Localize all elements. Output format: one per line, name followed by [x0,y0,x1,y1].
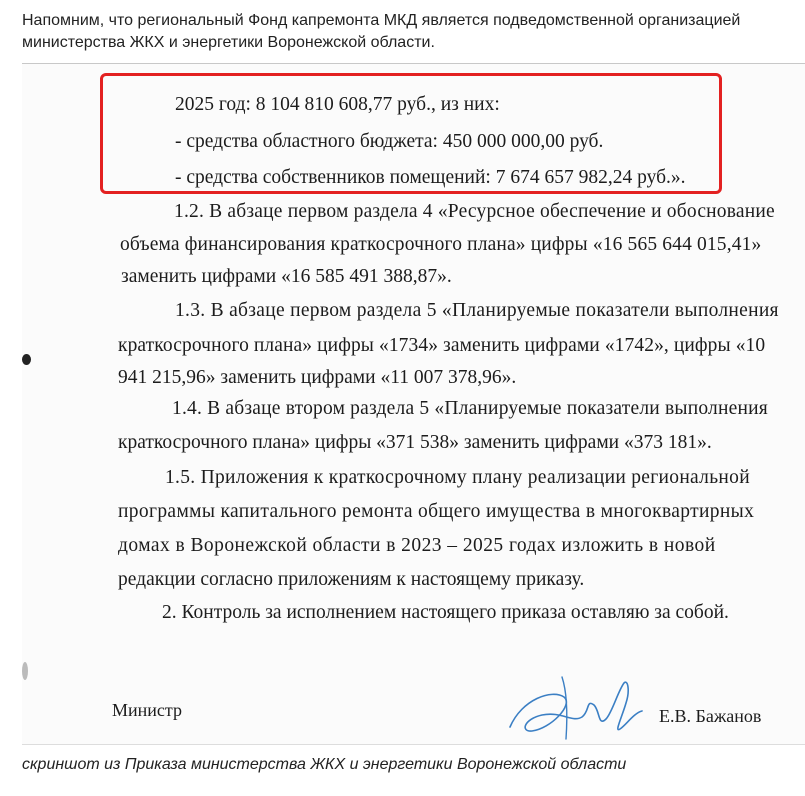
p2-line: 2. Контроль за исполнением настоящего приказа оставляю за собой. [162,602,729,623]
funding-owners: - средства собственников помещений: 7 674 657 982,24 руб.». [175,167,686,188]
image-caption: скриншот из Приказа министерства ЖКХ и энергетики Воронежской области [22,756,627,773]
intro-text [22,10,792,54]
funding-total: 2025 год: 8 104 810 608,77 руб., из них: [175,94,500,115]
p13-line-2: краткосрочного плана» цифры «1734» заменить цифрами «1742», цифры «10 [118,335,766,356]
p15-line-1: 1.5. Приложения к краткосрочному плану реализации региональной [165,467,750,488]
highlight-frame [100,73,722,194]
p12-line-3: заменить цифрами «16 585 491 388,87». [121,266,452,287]
p15-line-2: программы капитального ремонта общего имущества в многоквартирных [118,501,755,522]
intro-line-2: министерства ЖКХ и энергетики Воронежской области. [22,34,435,51]
p13-line-3: 941 215,96» заменить цифрами «11 007 378,96». [118,367,517,388]
p13-line-1: 1.3. В абзаце первом раздела 5 «Планируемые показатели выполнения [175,300,779,321]
scan-hole-mark [22,354,31,365]
p12-line-1: 1.2. В абзаце первом раздела 4 «Ресурсное обеспечение и обоснование [174,201,775,222]
signature-position: Министр [112,700,182,720]
p15-line-4: редакции согласно приложениям к настоящему приказу. [118,569,585,590]
p14-line-1: 1.4. В абзаце втором раздела 5 «Планируемые показатели выполнения [172,398,768,419]
handwritten-signature [502,669,652,745]
funding-budget: - средства областного бюджета: 450 000 000,00 руб. [175,131,604,152]
p14-line-2: краткосрочного плана» цифры «371 538» заменить цифрами «373 181». [118,432,712,453]
intro-line-1: Напомним, что региональный Фонд капремонта МКД является подведомственной организацией [22,12,741,29]
signature-name: Е.В. Бажанов [659,706,762,726]
scan-edge-mark [22,662,28,680]
p12-line-2: объема финансирования краткосрочного плана» цифры «16 565 644 015,41» [120,234,762,255]
p15-line-3: домах в Воронежской области в 2023 – 2025 годах изложить в новой [118,535,716,556]
